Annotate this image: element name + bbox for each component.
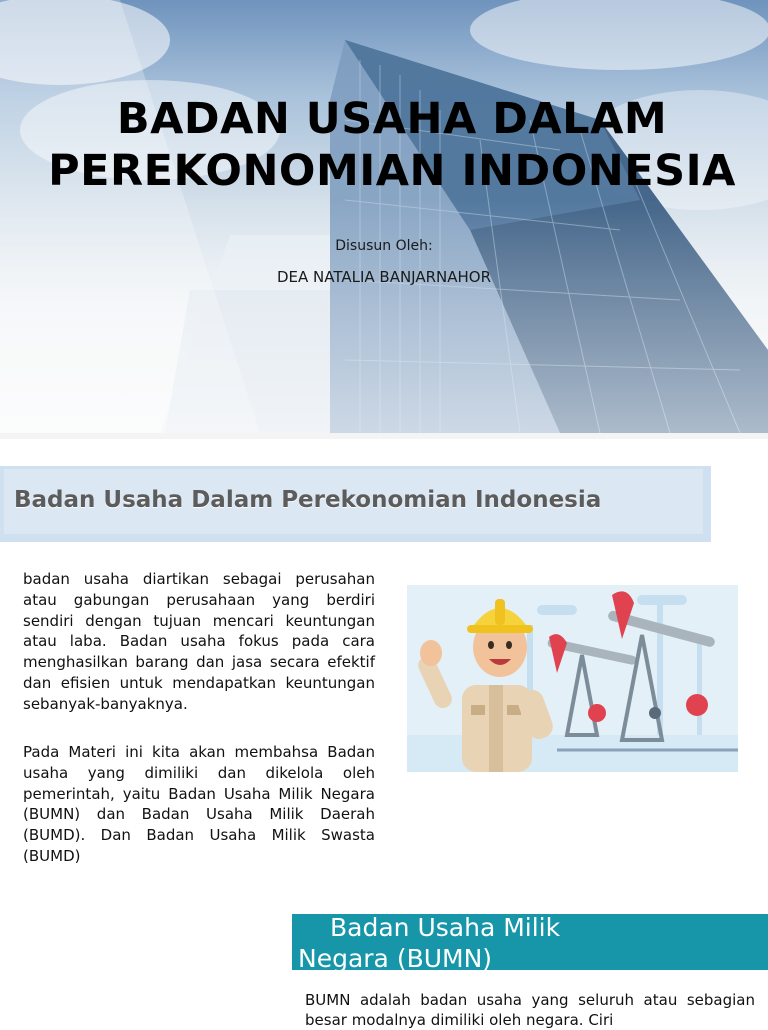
bumn-title-line2: Negara (BUMN) <box>298 944 493 973</box>
bumn-definition: BUMN adalah badan usaha yang seluruh atau sebagian besar modalnya dimiliki oleh negara. Ciri <box>305 991 755 1029</box>
cover-title-line2: PEREKONOMIAN INDONESIA <box>48 146 736 196</box>
cover-slide <box>0 0 768 433</box>
section-heading: Badan Usaha Dalam Perekonomian Indonesia <box>14 487 602 513</box>
cover-title-line1: BADAN USAHA DALAM <box>116 94 668 144</box>
bumn-title-line1: Badan Usaha Milik <box>330 913 561 942</box>
slide-divider <box>0 433 768 439</box>
cover-title <box>0 93 768 197</box>
author-name: DEA NATALIA BANJARNAHOR <box>276 268 492 286</box>
building-photo <box>0 0 768 433</box>
worker-oil-pump-illustration <box>407 585 738 772</box>
bumn-title <box>298 912 768 974</box>
paragraph-overview: Pada Materi ini kita akan membahsa Badan usaha yang dimiliki dan dikelola oleh pemerintah, yaitu Badan Usaha Milik Negara (BUMN) dan Badan Usaha Milik Daerah (BUMD). Dan Badan Usaha Milik Swasta (BUMD) <box>23 743 375 865</box>
paragraph-definition: badan usaha diartikan sebagai perusahan atau gabungan perusahaan yang berdiri sendiri dengan tujuan mencari keuntungan atau laba. Badan usaha fokus pada cara menghasilkan barang dan jasa secara efektif dan efisien untuk mendapatkan keuntungan sebanyak-banyaknya. <box>23 570 375 713</box>
author-label: Disusun Oleh: <box>335 238 433 254</box>
